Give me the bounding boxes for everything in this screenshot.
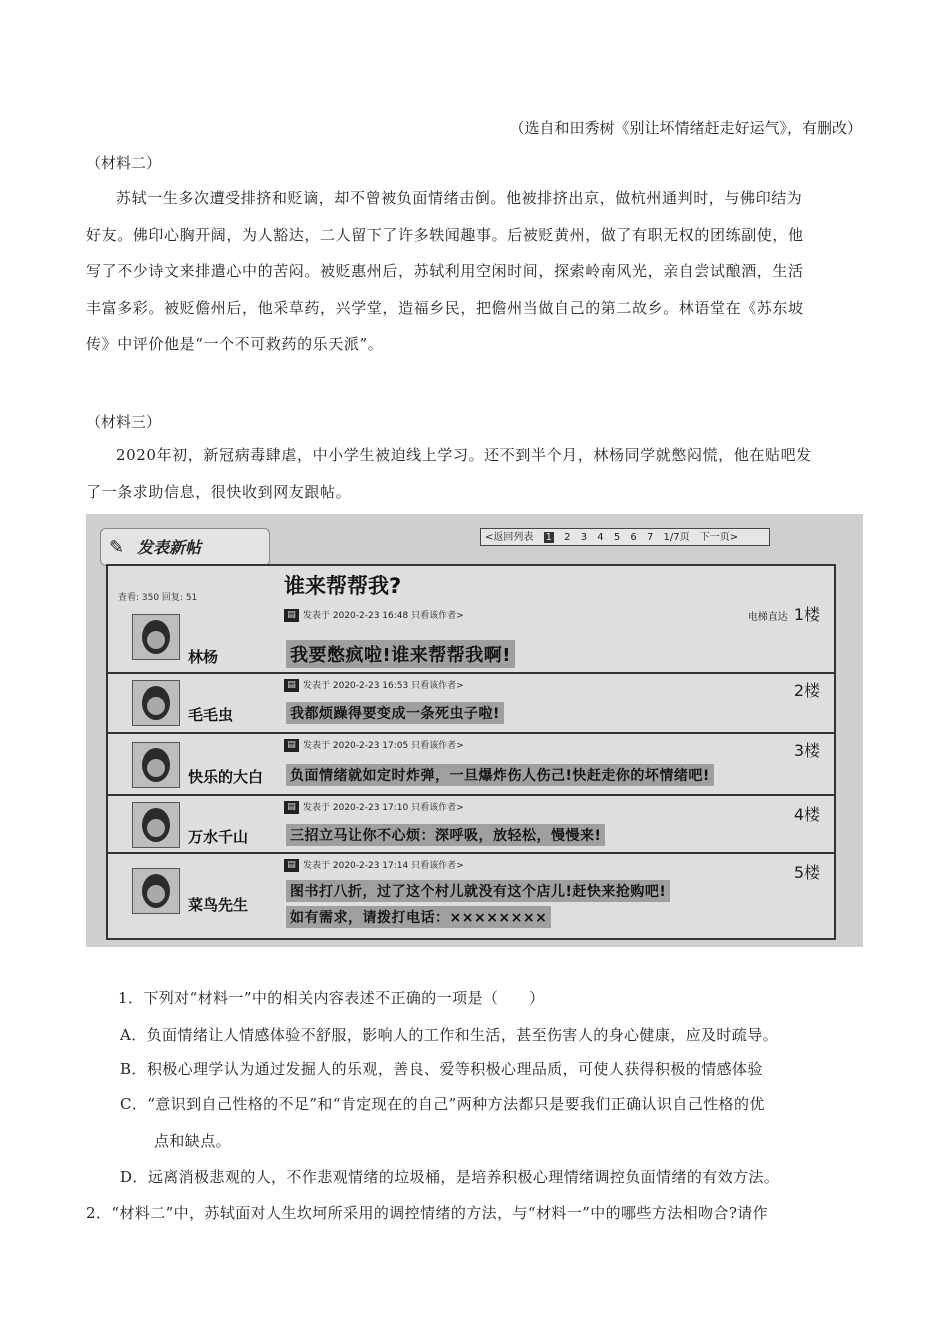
question-2: 2．“材料二”中，苏轼面对人生坎坷所采用的调控情绪的方法，与“材料一”中的哪些方法相吻合?请作	[86, 1204, 769, 1222]
material2-line: 丰富多彩。被贬儋州后，他采草药，兴学堂，造福乡民，把儋州当做自己的第二故乡。林语堂在《苏东坡	[86, 298, 804, 317]
forum-post	[108, 852, 834, 940]
thread-box	[106, 564, 836, 940]
option-d: D．远离消极悲观的人，不作悲观情绪的垃圾桶，是培养积极心理情绪调控负面情绪的有效方法。	[120, 1168, 780, 1186]
option-c: C．“意识到自己性格的不足”和“肯定现在的自己”两种方法都只是要我们正确认识自己性格的优	[120, 1095, 765, 1113]
material2-line: 写了不少诗文来排遣心中的苦闷。被贬惠州后，苏轼利用空闲时间，探索岭南风光，亲自尝试酿酒，生活	[86, 262, 804, 280]
post-meta: ▤ 发表于 2020-2-23 16:48 只看该作者>	[284, 608, 464, 622]
post-message: 我都烦躁得要变成一条死虫子啦!	[286, 702, 504, 724]
post-message: 我要憋疯啦!谁来帮帮我啊!	[286, 640, 515, 668]
pager-page: 5	[613, 532, 621, 543]
material3-title: （材料三）	[86, 413, 162, 431]
pager-total: 1/7页	[663, 532, 690, 543]
post-message: 负面情绪就如定时炸弹，一旦爆炸伤人伤己!快赶走你的坏情绪吧!	[286, 764, 714, 786]
post-floor: 5楼	[793, 863, 820, 882]
forum-post	[108, 732, 834, 794]
question-1: 1．下列对“材料一”中的相关内容表述不正确的一项是（ ）	[118, 989, 545, 1007]
new-post-header	[100, 528, 270, 566]
pager-page: 1	[545, 532, 552, 543]
source-note: （选自和田秀树《别让坏情绪赶走好运气》，有删改）	[509, 119, 862, 137]
post-meta: ▤ 发表于 2020-2-23 17:14 只看该作者>	[284, 858, 464, 872]
option-c-continued: 点和缺点。	[154, 1132, 232, 1150]
post-username: 万水千山	[188, 828, 249, 846]
new-post-label: 发表新帖	[137, 538, 202, 557]
pager-page: 6	[630, 532, 637, 543]
forum-screenshot	[86, 514, 863, 947]
post-doc-icon: ▤	[284, 801, 299, 814]
pager	[480, 528, 770, 546]
material2-title: （材料二）	[86, 154, 162, 172]
post-meta: ▤ 发表于 2020-2-23 17:10 只看该作者>	[284, 800, 464, 814]
post-doc-icon: ▤	[284, 609, 299, 622]
thread-stats: 查看: 350 回复: 51	[118, 593, 198, 603]
material2-paragraph	[86, 180, 862, 363]
post-doc-icon: ▤	[284, 679, 299, 692]
option-a: A．负面情绪让人情感体验不舒服，影响人的工作和生活，甚至伤害人的身心健康，应及时疏导。	[120, 1026, 779, 1044]
thread-title: 谁来帮帮我?	[284, 574, 402, 598]
avatar	[132, 680, 180, 726]
post-floor: 电梯直达 1楼	[747, 605, 820, 624]
avatar	[132, 868, 180, 914]
material2-line: 苏轼一生多次遭受排挤和贬谪，却不曾被负面情绪击倒。他被排挤出京，做杭州通判时，与佛印结为	[116, 189, 803, 207]
pager-page: 3	[580, 532, 588, 543]
pen-icon: ✎	[109, 537, 125, 558]
post-message: 三招立马让你不心烦：深呼吸，放轻松，慢慢来!	[286, 824, 605, 846]
lift-label: 电梯直达	[747, 612, 788, 623]
post-floor: 4楼	[793, 805, 820, 824]
material3-paragraph	[86, 437, 862, 510]
post-username: 菜鸟先生	[188, 896, 249, 914]
post-floor: 3楼	[793, 741, 820, 760]
forum-post	[108, 566, 834, 672]
pager-page: 7	[646, 532, 654, 543]
post-username: 毛毛虫	[188, 706, 234, 724]
material3-line: 2020年初，新冠病毒肆虐，中小学生被迫线上学习。还不到半个月，林杨同学就憋闷慌，他在贴吧发	[116, 446, 812, 464]
pager-page: 2	[564, 532, 571, 543]
pager-page: 4	[597, 532, 604, 543]
post-floor: 2楼	[793, 681, 820, 700]
avatar	[132, 614, 180, 660]
post-username: 快乐的大白	[188, 768, 264, 786]
forum-post	[108, 672, 834, 732]
pager-back: <返回列表	[485, 532, 534, 543]
post-doc-icon: ▤	[284, 739, 299, 752]
avatar	[132, 742, 180, 788]
pager-next: 下一页>	[699, 532, 739, 543]
post-doc-icon: ▤	[284, 859, 299, 872]
avatar	[132, 802, 180, 848]
forum-post	[108, 794, 834, 852]
material2-line: 好友。佛印心胸开阔，为人豁达，二人留下了许多轶闻趣事。后被贬黄州，做了有职无权的团练副使，他	[86, 225, 804, 244]
option-b: B．积极心理学认为通过发掘人的乐观，善良、爱等积极心理品质，可使人获得积极的情感体验	[120, 1060, 763, 1078]
post-message: 图书打八折，过了这个村儿就没有这个店儿!赶快来抢购吧!	[286, 880, 670, 902]
material2-line: 传》中评价他是“一个不可救药的乐天派”。	[86, 335, 384, 353]
post-meta: ▤ 发表于 2020-2-23 17:05 只看该作者>	[284, 738, 464, 752]
material3-line: 了一条求助信息，很快收到网友跟帖。	[86, 482, 352, 501]
post-message-line2: 如有需求，请拨打电话：××××××××	[286, 906, 551, 928]
post-username: 林杨	[188, 648, 219, 666]
post-meta: ▤ 发表于 2020-2-23 16:53 只看该作者>	[284, 678, 464, 692]
